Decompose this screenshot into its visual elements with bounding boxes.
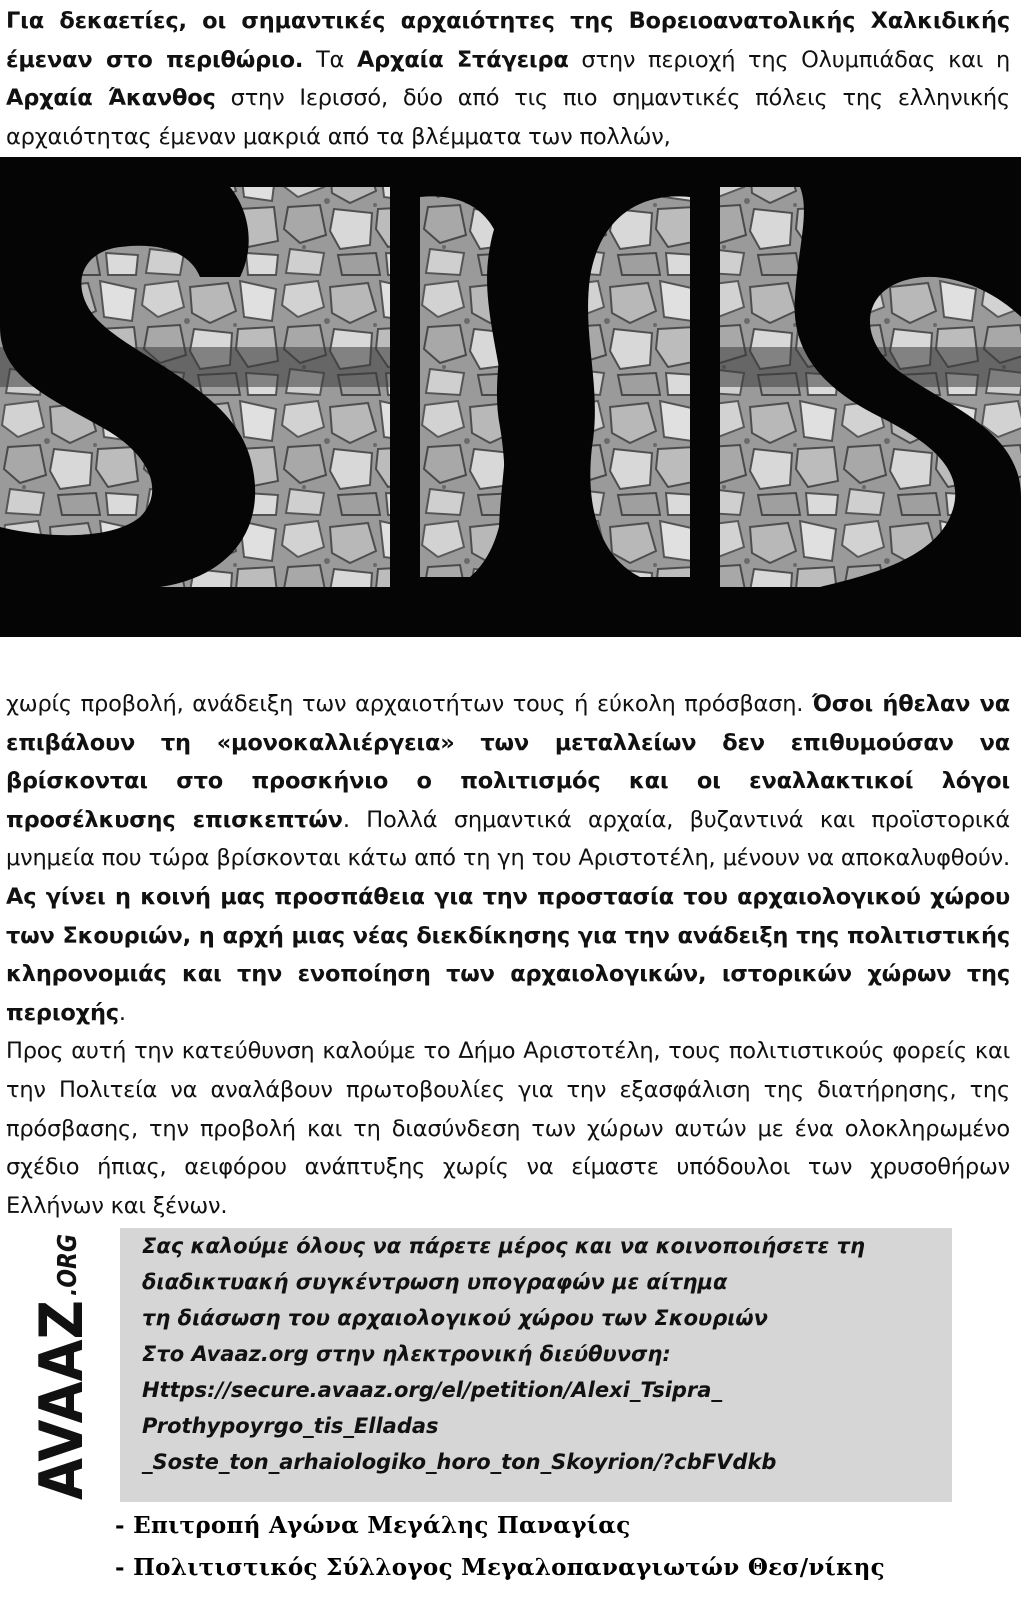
body-text-3: . [118, 999, 126, 1026]
intro-text-2: στην περιοχή της Ολυμπιάδας και η [568, 46, 1011, 73]
cta-line-2: διαδικτυακή συγκέντρωση υπογραφών με αίτημα [142, 1270, 728, 1294]
body-bold-2: Ας γίνει η κοινή μας προσπάθεια για την προστασία του αρχαιολογικού χώρου των Σκουριών, η αρχή μιας νέας διεκδίκησης για την ανάδειξη της πολιτιστικής κληρονομιάς και την ενοποίηση των αρχαιολογικών, ιστορικών χώρων της περιοχής [6, 883, 1010, 1026]
petition-call-box [120, 1228, 952, 1502]
cta-line-4: Στο Avaaz.org στην ηλεκτρονική διεύθυνση: [142, 1342, 671, 1366]
avaaz-logo-main: AVAAZ [27, 1278, 92, 1500]
intro-paragraph [6, 2, 1010, 156]
body-text-1: χωρίς προβολή, ανάδειξη των αρχαιοτήτων τους ή εύκολη πρόσβαση. [6, 691, 812, 717]
avaaz-logo-suffix: .ORG [53, 1230, 83, 1296]
sos-banner-image [0, 157, 1021, 637]
body-text-2: . Πολλά σημαντικά αρχαία, βυζαντινά και προϊστορικά μνημεία που τώρα βρίσκονται κάτω από τη γη του Αριστοτέλη, μένουν να αποκαλυφθούν. [6, 806, 1010, 872]
body-text-4: Προς αυτή την κατεύθυνση καλούμε το Δήμο Αριστοτέλη, τους πολιτιστικούς φορείς και την Πολιτεία να αναλάβουν πρωτοβουλίες για την εξασφάλιση της διατήρησης, της πρόσβασης, την προβολή και τη διασύνδεση των χώρων αυτών με ένα ολοκληρωμένο σχέδιο ήπιας, αειφόρου ανάπτυξης χωρίς να είμαστε υπόδουλοι των χρυσοθήρων Ελλήνων και ξένων. [6, 1038, 1010, 1219]
body-paragraph [6, 685, 1010, 1225]
intro-text-1: Τα [303, 46, 357, 73]
akanthos-name: Αρχαία Άκανθος [6, 85, 216, 112]
cta-line-3: τη διάσωση του αρχαιολογικού χώρου των Σκουριών [142, 1306, 768, 1330]
petition-url-line-3[interactable]: _Soste_ton_arhaiologiko_horo_ton_Skoyrion/?cbFVdkb [142, 1450, 777, 1474]
signature-committee: - Επιτροπή Αγώνα Μεγάλης Παναγίας [115, 1512, 631, 1539]
stagira-name: Αρχαία Στάγειρα [356, 46, 569, 73]
intro-lead: Για δεκαετίες, οι σημαντικές αρχαιότητες της Βορειοανατολικής Χαλκιδικής έμεναν στο περιθώριο. [6, 8, 1010, 73]
intro-text-3: στην Ιερισσό, δύο από τις πιο σημαντικές πόλεις της ελληνικής αρχαιότητας έμεναν μακριά από τα βλέμματα των πολλών, [6, 85, 1010, 150]
petition-url-line-2[interactable]: Prothypoyrgo_tis_Elladas [142, 1414, 439, 1438]
avaaz-logo [20, 1230, 92, 1500]
petition-url-line-1[interactable]: Https://secure.avaaz.org/el/petition/Alexi_Tsipra_ [142, 1378, 722, 1402]
cta-line-1: Σας καλούμε όλους να πάρετε μέρος και να κοινοποιήσετε τη [142, 1234, 865, 1258]
signature-cultural-association: - Πολιτιστικός Σύλλογος Μεγαλοπαναγιωτών Θεσ/νίκης [115, 1554, 885, 1581]
body-bold-1: Όσοι ήθελαν να επιβάλουν τη «μονοκαλλιέργεια» των μεταλλείων δεν επιθυμούσαν να βρίσκονται στο προσκήνιο ο πολιτισμός και οι εναλλακτικοί λόγοι προσέλκυσης επισκεπτών [6, 691, 1011, 833]
